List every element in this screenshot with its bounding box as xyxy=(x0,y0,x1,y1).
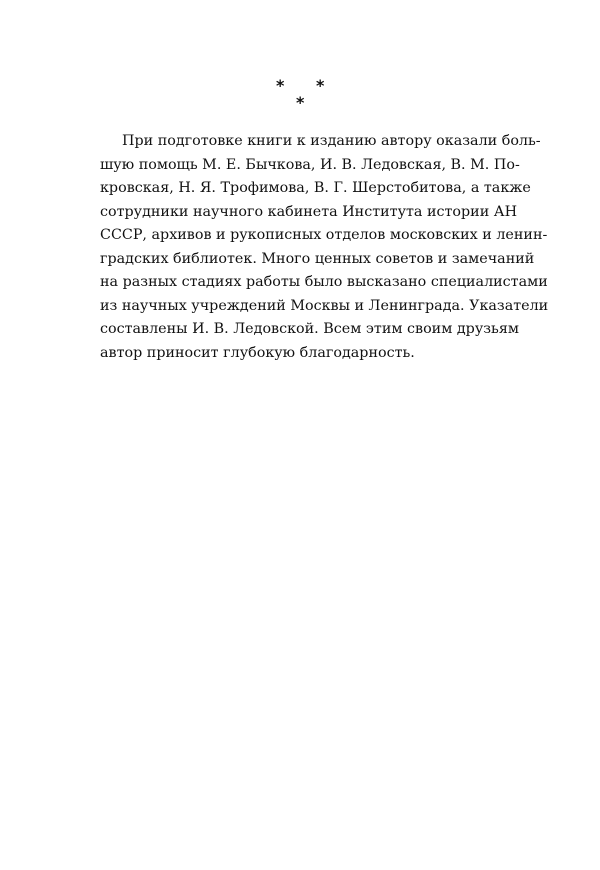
text-line: составлены И. В. Ледовской. Всем этим своим друзьям xyxy=(100,321,519,337)
text-line: градских библиотек. Много ценных советов и замечаний xyxy=(100,250,535,267)
text-line: автор приносит глубокую благодарность. xyxy=(100,344,415,361)
text-line: шую помощь М. Е. Бычкова, И. В. Ледовская, В. М. По- xyxy=(100,156,520,173)
acknowledgement-paragraph xyxy=(100,130,549,365)
text-line: При подготовке книги к изданию автору оказали боль- xyxy=(122,133,541,149)
text-line: на разных стадиях работы было высказано специалистами xyxy=(100,274,548,290)
text-line: из научных учреждений Москвы и Ленинграда. Указатели xyxy=(100,297,549,314)
asterism-ornament xyxy=(250,78,350,118)
text-line: сотрудники научного кабинета Института истории АН xyxy=(100,203,518,220)
text-line: СССР, архивов и рукописных отделов московских и ленин- xyxy=(100,227,548,243)
asterisk-glyph: * xyxy=(296,93,305,112)
asterisk-glyph: * xyxy=(316,76,325,95)
text-line: кровская, Н. Я. Трофимова, В. Г. Шерстобитова, а также xyxy=(100,180,531,196)
asterisk-glyph: * xyxy=(276,76,285,95)
